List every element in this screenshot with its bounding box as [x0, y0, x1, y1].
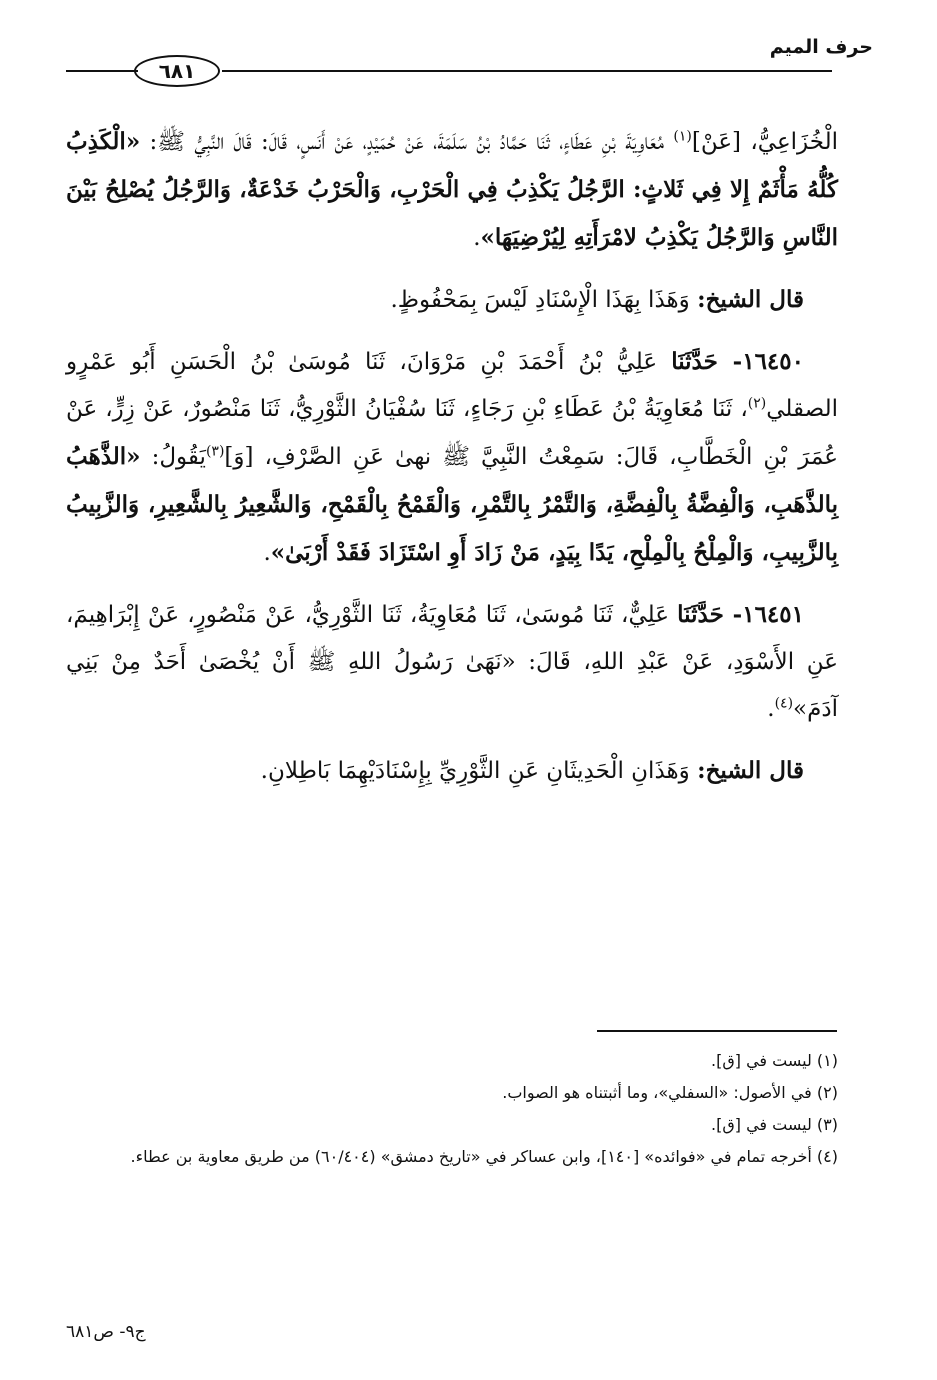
page-number: ٦٨١: [134, 55, 220, 87]
text-segment: .: [767, 696, 775, 722]
footnote-ref-3: (٣): [205, 443, 225, 460]
footnote-2: (٢) في الأصول: «السفلي»، وما أثبتناه هو الصواب.: [502, 1083, 838, 1102]
sheikh-label: قال الشيخ:: [697, 286, 804, 313]
sheikh-label: قال الشيخ:: [697, 757, 804, 784]
footnote-separator: [597, 1030, 837, 1032]
paragraph-hadith-continuation: [66, 118, 838, 262]
hadith-number: ١٦٤٥١- حَدَّثَنَا: [677, 601, 804, 628]
sheikh-comment-text: وَهَذَا بِهَذَا الْإِسْنَادِ لَيْسَ بِمَحْفُوظٍ.: [390, 287, 698, 313]
footnote-ref-4: (٤): [774, 695, 794, 712]
header-rule-right: [222, 70, 832, 72]
footnote-1: (١) ليست في [ق].: [711, 1051, 838, 1070]
text-segment: مُعَاوِيَةَ بْنِ عَطَاءٍ، ثَنَا حَمَّادُ بْنُ سَلَمَةَ، عَنْ حُمَيْدٍ، عَنْ أَنَسٍ، قَالَ: قَالَ النَّبِيُّ ﷺ:: [140, 129, 674, 155]
paragraph-hadith-16451: [66, 591, 838, 733]
text-segment: يَقُولُ:: [140, 444, 206, 470]
header-rule-left: [66, 70, 138, 72]
volume-page-reference: ج٩- ص٦٨١: [66, 1322, 146, 1342]
paragraph-hadith-16450: [66, 338, 838, 577]
hadith-matn: «الْكَذِبُ كُلُّهُ مَأْثَمٌ إِلا فِي ثَلاثٍ: الرَّجُلُ يَكْذِبُ فِي الْحَرْبِ، وَالْحَرْبُ خَدْعَةٌ، وَالرَّجُلُ يُصْلِحُ بَيْنَ النَّاسِ وَالرَّجُلُ يَكْذِبُ لامْرَأَتِهِ لِيُرْضِيَهَا»: [66, 128, 838, 251]
paragraph-sheikh-comment: [66, 276, 838, 324]
hadith-matn: «الذَّهَبُ بِالذَّهَبِ، وَالْفِضَّةُ بِالْفِضَّةِ، وَالتَّمْرُ بِالتَّمْرِ، وَالْقَمْحُ بِالْقَمْحِ، وَالشَّعِيرُ بِالشَّعِيرِ، وَالزَّبِيبُ بِالزَّبِيبِ، وَالْمِلْحُ بِالْمِلْحِ، يَدًا بِيَدٍ، مَنْ زَادَ أَوِ اسْتَزَادَ فَقَدْ أَرْبَىٰ»: [66, 443, 838, 566]
text-segment: الْخُزَاعِيُّ، [عَنْ]: [691, 129, 838, 155]
footnote-ref-2: (٢): [747, 395, 767, 412]
text-segment: عَلِيُّ بْنُ أَحْمَدَ بْنِ مَرْوَانَ، ثَنَا مُوسَىٰ بْنُ الْحَسَنِ أَبُو عَمْرٍو الصقلي: [66, 349, 838, 422]
text-segment: .: [473, 225, 481, 251]
footnote-3: (٣) ليست في [ق].: [711, 1115, 838, 1134]
text-segment: عَلِيٌّ، ثَنَا مُوسَىٰ، ثَنَا مُعَاوِيَةُ، ثَنَا الثَّوْرِيُّ، عَنْ مَنْصُورٍ، عَنْ إِبْرَاهِيمَ، عَنِ الأَسْوَدِ، عَنْ عَبْدِ اللهِ، قَالَ: «نَهَىٰ رَسُولُ اللهِ ﷺ أَنْ يُخْصَىٰ أَحَدٌ مِنْ بَنِي آدَمَ»: [66, 602, 838, 722]
text-segment: .: [263, 540, 271, 566]
running-title: حرف الميم: [769, 36, 873, 58]
footnotes: [66, 1046, 838, 1174]
sheikh-comment-text: وَهَذَانِ الْحَدِيثَانِ عَنِ الثَّوْرِيِّ بِإِسْنَادَيْهِمَا بَاطِلانِ.: [260, 758, 698, 784]
footnote-4: (٤) أخرجه تمام في «فوائده» [١٤٠]، وابن عساكر في «تاريخ دمشق» (٦٠/٤٠٤) من طريق معاوية بن عطاء.: [130, 1147, 838, 1166]
hadith-number: ١٦٤٥٠- حَدَّثَنَا: [671, 348, 804, 375]
main-text: [66, 118, 838, 795]
text-segment: ، ثَنَا مُعَاوِيَةُ بْنُ عَطَاءِ بْنِ رَجَاءٍ، ثَنَا سُفْيَانُ الثَّوْرِيُّ، ثَنَا مَنْصُورٌ، عَنْ زِرٍّ، عَنْ عُمَرَ بْنِ الْخَطَّابِ، قَالَ: سَمِعْتُ النَّبِيَّ ﷺ نهىٰ عَنِ الصَّرْفِ، [وَ]: [66, 396, 838, 470]
paragraph-sheikh-comment: [66, 747, 838, 795]
footnote-ref-1: (١): [673, 128, 692, 145]
